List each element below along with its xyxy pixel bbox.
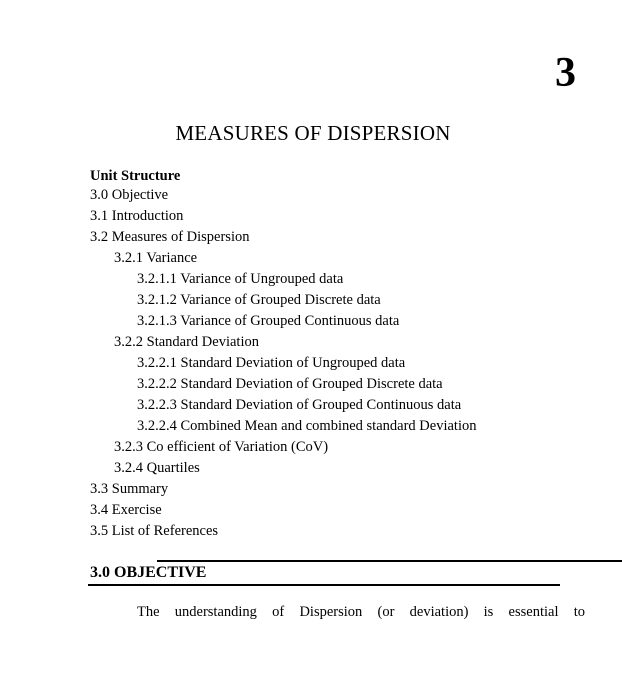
section-divider-top [157, 560, 622, 562]
toc-item: 3.0 Objective [90, 187, 169, 203]
toc-item: 3.2.2 Standard Deviation [114, 334, 259, 350]
section-heading: 3.0 OBJECTIVE [90, 564, 207, 581]
toc-item: 3.4 Exercise [90, 502, 162, 518]
body-paragraph: The understanding of Dispersion (or deviation) is essential to [137, 604, 585, 620]
chapter-title: MEASURES OF DISPERSION [175, 121, 451, 145]
toc-item: 3.2.4 Quartiles [114, 460, 200, 476]
toc-item: 3.2.2.2 Standard Deviation of Grouped Discrete data [137, 376, 443, 392]
unit-structure-heading: Unit Structure [90, 168, 181, 184]
toc-item: 3.5 List of References [90, 523, 219, 539]
toc-item: 3.3 Summary [90, 481, 169, 497]
toc-item: 3.2.2.4 Combined Mean and combined standard Deviation [137, 418, 477, 434]
toc-item: 3.2.1.3 Variance of Grouped Continuous data [137, 313, 400, 329]
toc-item: 3.2.3 Co efficient of Variation (CoV) [114, 439, 329, 455]
toc-item: 3.2 Measures of Dispersion [90, 229, 250, 245]
toc-item: 3.2.1.1 Variance of Ungrouped data [137, 271, 344, 287]
toc-item: 3.2.2.1 Standard Deviation of Ungrouped data [137, 355, 406, 371]
section-divider-bottom [88, 584, 560, 586]
toc-item: 3.2.2.3 Standard Deviation of Grouped Continuous data [137, 397, 462, 413]
unit-structure-list [0, 185, 622, 542]
toc-item: 3.2.1 Variance [114, 250, 198, 266]
chapter-number: 3 [555, 50, 576, 96]
toc-item: 3.1 Introduction [90, 208, 184, 224]
toc-item: 3.2.1.2 Variance of Grouped Discrete data [137, 292, 381, 308]
